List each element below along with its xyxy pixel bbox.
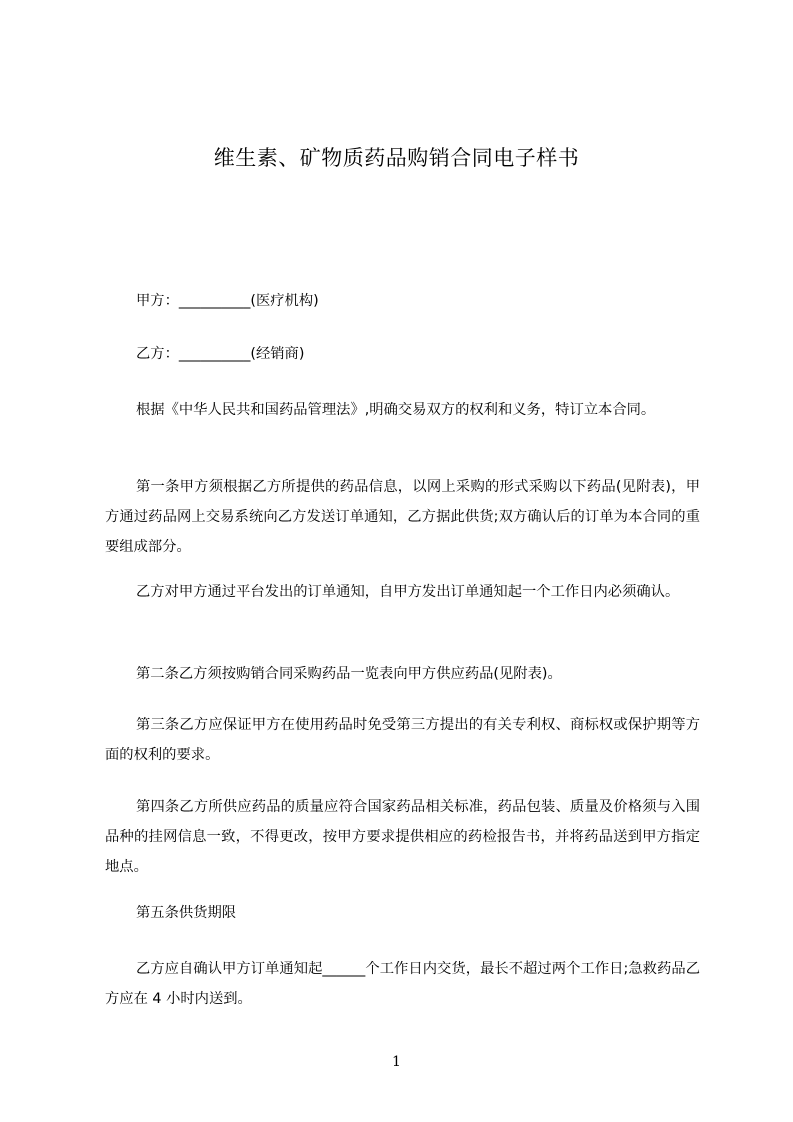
delivery-term-paragraph: 乙方应自确认甲方订单通知起______个工作日内交货，最长不超过两个工作日;急救药品乙方应在 4 小时内送到。 [105, 961, 700, 1007]
preamble-paragraph: 根据《中华人民共和国药品管理法》,明确交易双方的权利和义务，特订立本合同。 [136, 402, 656, 418]
page-number: 1 [392, 1054, 401, 1070]
article-2-paragraph: 第二条乙方须按购销合同采购药品一览表向甲方供应药品(见附表)。 [136, 666, 562, 682]
party-b-line: 乙方：__________(经销商) [136, 346, 305, 362]
document-title: 维生素、矿物质药品购销合同电子样书 [213, 146, 580, 170]
order-confirmation-paragraph: 乙方对甲方通过平台发出的订单通知，自甲方发出订单通知起一个工作日内必须确认。 [136, 584, 680, 600]
party-a-line: 甲方：__________(医疗机构) [136, 293, 319, 309]
article-4-paragraph: 第四条乙方所供应药品的质量应符合国家药品相关标准，药品包装、质量及价格须与入围品种的挂网信息一致，不得更改，按甲方要求提供相应的药检报告书，并将药品送到甲方指定地点。 [105, 799, 700, 875]
article-3-paragraph: 第三条乙方应保证甲方在使用药品时免受第三方提出的有关专利权、商标权或保护期等方面的权利的要求。 [105, 717, 700, 763]
article-1-paragraph: 第一条甲方须根据乙方所提供的药品信息，以网上采购的形式采购以下药品(见附表)，甲方通过药品网上交易系统向乙方发送订单通知，乙方据此供货;双方确认后的订单为本合同的重要组成部分。 [105, 479, 700, 555]
article-5-heading: 第五条供货期限 [136, 905, 237, 921]
